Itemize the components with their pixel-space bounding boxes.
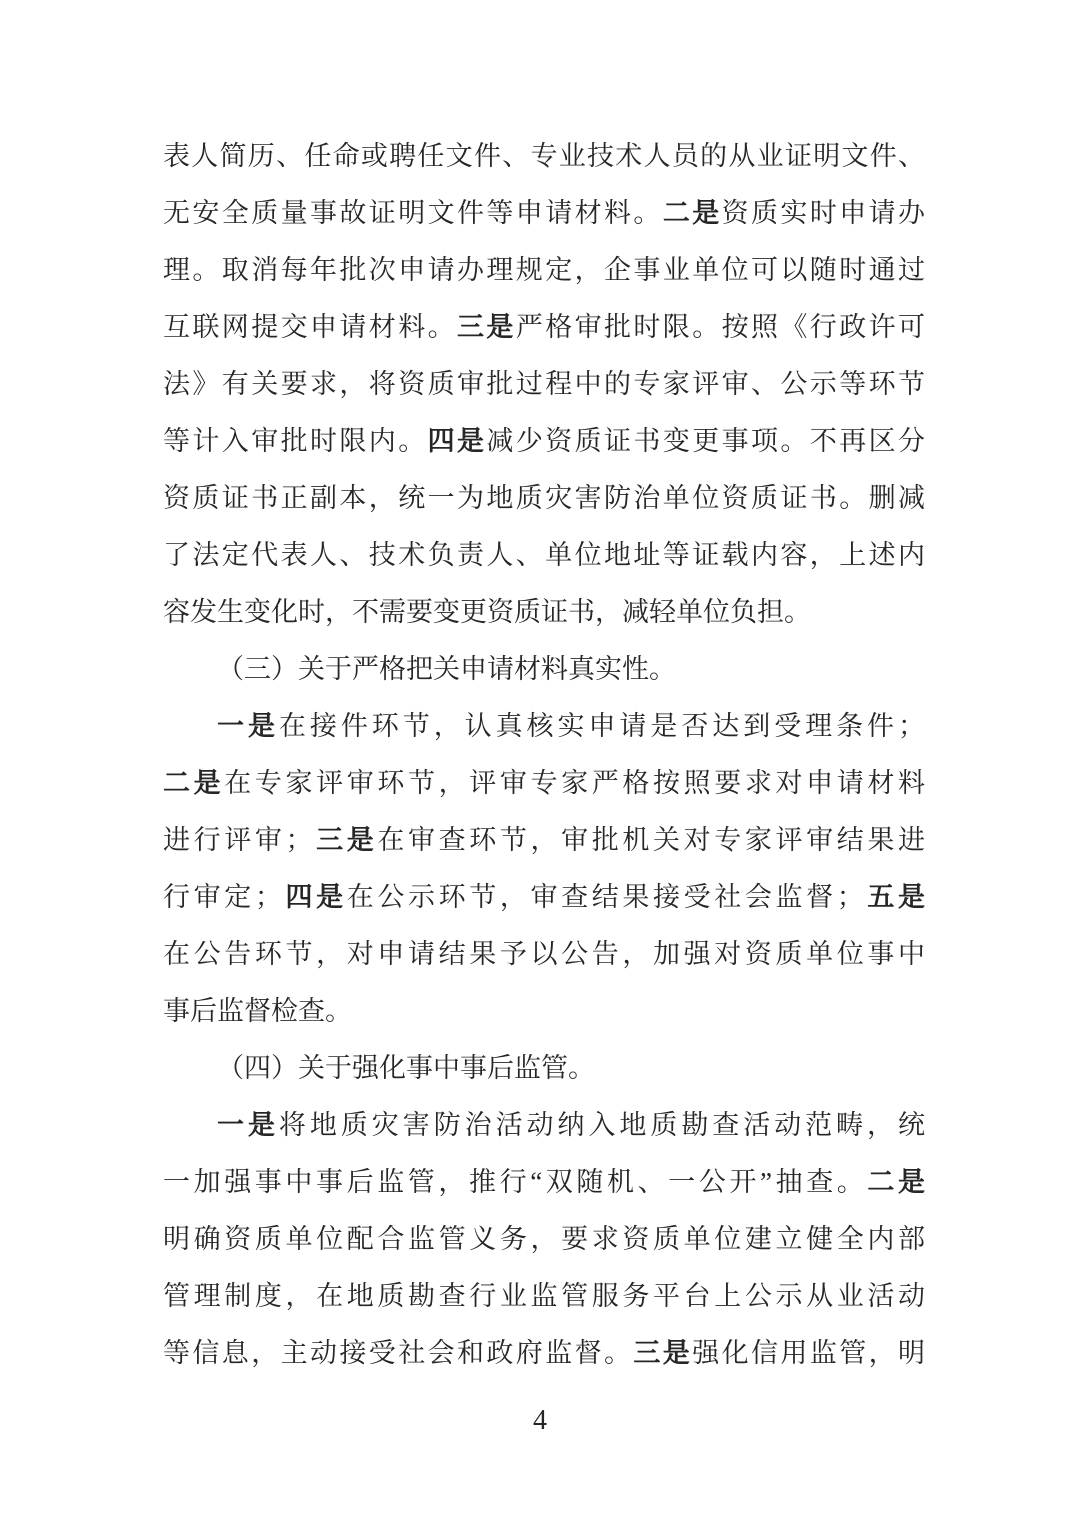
- text-line: [163, 698, 925, 755]
- text-run: 管理制度，在地质勘查行业监管服务平台上公示从业活动: [163, 1281, 925, 1311]
- text-line: [163, 926, 925, 983]
- text-line: [163, 869, 925, 926]
- text-line: [163, 242, 925, 299]
- bold-text-run: 二是: [867, 1167, 925, 1197]
- text-line: [163, 356, 925, 413]
- text-line: [163, 1097, 925, 1154]
- text-run: 资质证书正副本，统一为地质灾害防治单位资质证书。删减: [163, 483, 925, 513]
- text-run: 一加强事中事后监管，推行“双随机、一公开”抽查。: [163, 1167, 868, 1197]
- text-line: [163, 185, 925, 242]
- bold-text-run: 三是: [457, 312, 516, 342]
- text-line: [163, 641, 925, 698]
- text-run: 了法定代表人、技术负责人、单位地址等证载内容，上述内: [163, 540, 925, 570]
- text-run: （三）关于严格把关申请材料真实性。: [217, 654, 676, 684]
- text-run: 等计入审批时限内。: [163, 426, 428, 456]
- text-line: [163, 983, 925, 1040]
- text-run: 行审定；: [163, 882, 282, 912]
- bold-text-run: 二是: [163, 768, 225, 798]
- text-run: 将地质灾害防治活动纳入地质勘查活动范畴，统: [278, 1110, 925, 1140]
- text-run: 进行评审；: [163, 825, 313, 855]
- text-line: [163, 1040, 925, 1097]
- bold-text-run: 一是: [217, 1110, 279, 1140]
- text-line: [163, 1325, 925, 1382]
- text-run: 无安全质量事故证明文件等申请材料。: [163, 198, 663, 228]
- bold-text-run: 三是: [312, 825, 378, 855]
- bold-text-run: 四是: [427, 426, 487, 456]
- text-line: [163, 128, 925, 185]
- text-line: [163, 755, 925, 812]
- bold-text-run: 四是: [281, 882, 347, 912]
- text-run: 资质实时申请办: [721, 198, 925, 228]
- text-run: 强化信用监管，明: [692, 1338, 925, 1368]
- bold-text-run: 一是: [217, 711, 279, 741]
- page-number: 4: [533, 1405, 547, 1436]
- text-run: 等信息，主动接受社会和政府监督。: [163, 1338, 634, 1368]
- text-run: 理。取消每年批次申请办理规定，企事业单位可以随时通过: [163, 255, 925, 285]
- text-line: [163, 470, 925, 527]
- text-run: 互联网提交申请材料。: [163, 312, 457, 342]
- text-run: 法》有关要求，将资质审批过程中的专家评审、公示等环节: [163, 369, 925, 399]
- document-body: [163, 128, 925, 1382]
- text-run: （四）关于强化事中事后监管。: [217, 1053, 595, 1083]
- text-line: [163, 1211, 925, 1268]
- text-line: [163, 1154, 925, 1211]
- text-run: 严格审批时限。按照《行政许可: [515, 312, 925, 342]
- text-line: [163, 1268, 925, 1325]
- text-run: 事后监督检查。: [163, 996, 352, 1026]
- text-run: 在专家评审环节，评审专家严格按照要求对申请材料: [224, 768, 925, 798]
- text-line: [163, 812, 925, 869]
- bold-text-run: 五是: [863, 882, 925, 912]
- text-run: 在公示环节，审查结果接受社会监督；: [346, 882, 864, 912]
- text-line: [163, 527, 925, 584]
- text-run: 在接件环节，认真核实申请是否达到受理条件；: [278, 711, 925, 741]
- bold-text-run: 三是: [633, 1338, 693, 1368]
- text-run: 明确资质单位配合监管义务，要求资质单位建立健全内部: [163, 1224, 925, 1254]
- text-line: [163, 299, 925, 356]
- text-line: [163, 413, 925, 470]
- text-run: 在审查环节，审批机关对专家评审结果进: [377, 825, 925, 855]
- text-run: 容发生变化时，不需要变更资质证书，减轻单位负担。: [163, 597, 811, 627]
- text-line: [163, 584, 925, 641]
- bold-text-run: 二是: [662, 198, 722, 228]
- text-run: 在公告环节，对申请结果予以公告，加强对资质单位事中: [163, 939, 925, 969]
- text-run: 表人简历、任命或聘任文件、专业技术人员的从业证明文件、: [163, 141, 925, 171]
- text-run: 减少资质证书变更事项。不再区分: [486, 426, 925, 456]
